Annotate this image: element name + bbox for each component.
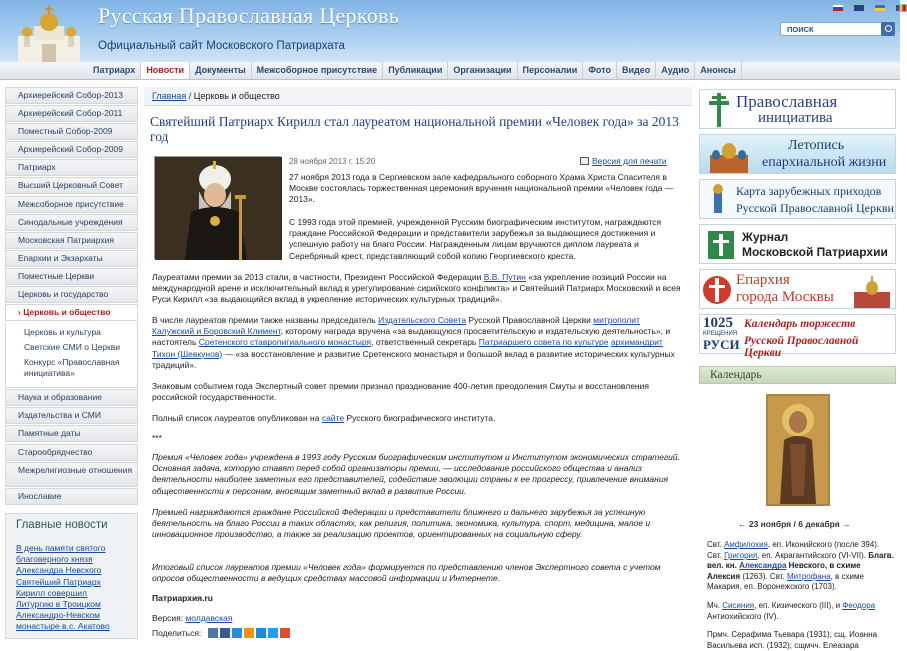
article-paragraph-4 bbox=[152, 315, 684, 371]
search-input[interactable]: ПОИСК bbox=[780, 22, 895, 36]
site-subtitle: Официальный сайт Московского Патриархата bbox=[98, 40, 345, 52]
nav-documents[interactable]: Документы bbox=[190, 62, 252, 79]
share-icon[interactable] bbox=[268, 628, 278, 638]
calendar-heading: Календарь bbox=[699, 366, 896, 384]
banner-foreign-parishes-map[interactable] bbox=[699, 179, 896, 219]
p6-text-b: Русского биографического института. bbox=[344, 413, 496, 423]
article-paragraph-6 bbox=[152, 413, 684, 424]
news-line[interactable]: Кирилл совершил bbox=[16, 587, 87, 598]
sidebar-item[interactable]: Церковь и государство bbox=[5, 286, 138, 303]
sidebar-item[interactable]: Архиерейский Собор-2013 bbox=[5, 87, 138, 104]
share-icon[interactable] bbox=[232, 628, 242, 638]
sidebar-item[interactable]: Межрелигиозные отношения bbox=[5, 462, 138, 487]
cal-text: Свт. bbox=[707, 540, 725, 549]
version-line bbox=[152, 613, 232, 624]
nav-inter-council[interactable]: Межсоборное присутствие bbox=[252, 62, 384, 79]
p4-text-b: Русской Православной Церкви bbox=[466, 315, 594, 325]
banner-line: города Москвы bbox=[736, 289, 834, 305]
sretensky-monastery-link[interactable]: Сретенского ставропигиального монастыря bbox=[198, 337, 372, 348]
article-paragraph-1: 27 ноября 2013 года в Сергиевском зале кафедрального соборного Храма Христа Спасителя в Москве состоялась торжественная церемония вручения национальной премии «Человек года — 2013». bbox=[289, 172, 674, 205]
saint-link[interactable]: Феодора bbox=[842, 600, 876, 610]
cal-text: Антиохийского (IV). bbox=[707, 611, 779, 621]
sidebar-item[interactable]: Московская Патриархия bbox=[5, 232, 138, 249]
nav-persons[interactable]: Персоналии bbox=[518, 62, 584, 79]
site-title[interactable]: Русская Православная Церковь bbox=[98, 3, 400, 28]
sidebar-subitem[interactable]: Церковь и культура bbox=[24, 327, 101, 338]
article-photo bbox=[154, 156, 281, 259]
kremlin-icon bbox=[702, 272, 732, 308]
p4-text-a: В числе лауреатов премии также названы председатель bbox=[152, 315, 379, 325]
banner-line: Русской Православной Церкви bbox=[744, 335, 859, 359]
cross-icon bbox=[706, 93, 732, 127]
banner-line: Календарь торжеств bbox=[744, 318, 856, 330]
share-icon[interactable] bbox=[244, 628, 254, 638]
share-icon[interactable] bbox=[256, 628, 266, 638]
main-content bbox=[144, 87, 692, 144]
share-icon[interactable] bbox=[208, 628, 218, 638]
cal-text: , еп. Иконийского (после 394). Свт. bbox=[707, 540, 880, 560]
cal-text: Прмч. Серафима Тьевара (1931); сщ. Иоанна Васильева исп. (1932); сщмчч. Елеазара bbox=[707, 630, 878, 650]
nav-organizations[interactable]: Организации bbox=[448, 62, 517, 79]
banner-line: Карта зарубежных приходов bbox=[736, 184, 882, 198]
church-domes-icon bbox=[704, 139, 754, 173]
banner-celebrations-calendar[interactable] bbox=[699, 314, 896, 359]
nav-announcements[interactable]: Анонсы bbox=[695, 62, 742, 79]
italic-paragraph-1: Премия «Человек года» учреждена в 1993 году Русским биографическим институтом и Институтом экономических стратегий. Основная задача, которую ставят перед собой организаторы премии, — исследование российского общества и анализ деятельности наиболее заметных его представителей, содействие эволюции страны к ее прогрессу, привлечение внимания общественности к персонам, вносящим заметный вклад в развитие России. bbox=[152, 452, 680, 496]
banner-line: Православная bbox=[736, 92, 838, 111]
news-line[interactable]: благоверного князя bbox=[16, 554, 93, 565]
globe-icon bbox=[704, 183, 732, 217]
sidebar-item[interactable]: Старообрядчество bbox=[5, 444, 138, 461]
saint-link[interactable]: Амфилохия bbox=[724, 540, 768, 549]
sidebar-item-church-society[interactable]: › Церковь и общество bbox=[5, 304, 138, 321]
article-date bbox=[289, 157, 375, 166]
archimandrite-tikhon-link[interactable]: архимандрит Тихон (Шевкунов) bbox=[152, 337, 663, 359]
banner-line: Епархия bbox=[736, 272, 790, 288]
search-icon[interactable] bbox=[881, 22, 895, 36]
p4-text-f: — «за восстановление и развитие Сретенского монастыря и большой вклад в развитие исторических культурных традиций». bbox=[152, 348, 675, 370]
language-flags bbox=[832, 4, 907, 12]
sidebar-item[interactable]: Высший Церковный Совет bbox=[5, 177, 138, 194]
left-sidebar bbox=[5, 87, 138, 506]
calendar-date[interactable]: ← 23 ноября / 6 декабря → bbox=[738, 519, 851, 529]
top-news-panel bbox=[5, 513, 138, 639]
journal-cross-icon bbox=[708, 231, 734, 259]
sidebar-item[interactable]: Патриарх bbox=[5, 159, 138, 176]
banner-line: Летопись bbox=[788, 138, 845, 153]
sidebar-item[interactable]: Издательства и СМИ bbox=[5, 407, 138, 424]
patriarch-photo-icon bbox=[155, 157, 282, 260]
top-news-heading: Главные новости bbox=[16, 519, 108, 531]
p3-text-b: «за укрепление позиций России на международной арене и исключительный вклад в урегулирование сирийского конфликта» и Святейший Патриарх Московский и всея Руси Кирилл «за выдающийся вклад в укрепление исторических культурных традиций». bbox=[152, 272, 681, 305]
p6-text-a: Полный список лауреатов опубликован на bbox=[152, 413, 322, 423]
breadcrumb-current: Церковь и общество bbox=[193, 91, 280, 101]
sidebar-item-label: Церковь и общество bbox=[23, 307, 111, 318]
icon-painting-icon bbox=[768, 396, 828, 504]
cathedral-logo-icon[interactable] bbox=[8, 2, 88, 64]
banner-moscow-diocese[interactable] bbox=[699, 269, 896, 309]
saint-link[interactable]: Александра bbox=[739, 561, 787, 571]
banner-line: епархиальной жизни bbox=[762, 155, 887, 170]
banner-line: Русской Православной Церкви bbox=[736, 201, 894, 215]
banner-line: РУСИ bbox=[703, 337, 740, 352]
flag-ukraine-icon[interactable] bbox=[874, 4, 886, 12]
news-line[interactable]: Святейший Патриарх bbox=[16, 576, 101, 587]
sidebar-item[interactable]: Архиерейский Собор-2009 bbox=[5, 141, 138, 158]
flag-russia-icon[interactable] bbox=[832, 4, 844, 12]
news-line[interactable]: Литургию в Троицком bbox=[16, 599, 101, 610]
share-icon[interactable] bbox=[280, 628, 290, 638]
sidebar-subitem[interactable]: Конкурс «Православная инициатива» bbox=[24, 357, 120, 379]
banner-orthodox-initiative[interactable] bbox=[699, 89, 896, 129]
sidebar-item[interactable]: Епархии и Экзархаты bbox=[5, 250, 138, 267]
share-line bbox=[152, 628, 201, 639]
news-line[interactable]: В день памяти святого bbox=[16, 543, 106, 553]
version-label: Версия: bbox=[152, 613, 186, 623]
flag-moldova-icon[interactable] bbox=[895, 4, 907, 12]
italic-paragraph-2: Премией награждаются граждане Российской Федерации и представители ближнего и дальнего зарубежья за успешную деятельность на благо России в таких областях, как религия, политика, экономика, культура, спорт, медицина, малое и инновационное производство, а также за реализацию проектов, ориентированных на социальную сферу. bbox=[152, 507, 651, 540]
banner-line: Московской Патриархии bbox=[742, 245, 888, 259]
article-paragraph-3 bbox=[152, 272, 684, 306]
article-date-text: 28 ноября 2013 г. 15:20 bbox=[289, 157, 376, 166]
cal-text: (1263). Свт. bbox=[740, 571, 788, 581]
cal-bold: Благв. вел. кн. bbox=[707, 550, 894, 571]
banner-line: инициатива bbox=[758, 110, 833, 126]
nav-audio[interactable]: Аудио bbox=[656, 62, 695, 79]
article-source: Патриархия.ru bbox=[152, 593, 213, 603]
breadcrumb-home[interactable]: Главная bbox=[152, 91, 187, 101]
news-line[interactable]: монастыре в.с. Акатово bbox=[16, 621, 110, 632]
metropolitan-kliment-link[interactable]: митрополит Калужский и Боровский Климент bbox=[152, 315, 640, 337]
nav-photo[interactable]: Фото bbox=[583, 62, 617, 79]
banner-line: КРЕЩЕНИЯ bbox=[703, 331, 738, 337]
saint-icon[interactable] bbox=[766, 394, 830, 506]
nav-patriarch[interactable]: Патриарх bbox=[88, 62, 141, 79]
sidebar-subitem[interactable]: Светские СМИ о Церкви bbox=[24, 342, 121, 353]
saint-link[interactable]: Митрофана bbox=[787, 571, 831, 581]
sidebar-item[interactable]: Инославие bbox=[5, 488, 138, 505]
cal-text: , еп. Кизического (III), и bbox=[754, 600, 843, 610]
sidebar-item[interactable]: Поместный Собор-2009 bbox=[5, 123, 138, 140]
sidebar-item[interactable]: Наука и образование bbox=[5, 389, 138, 406]
cal-text: Мч. bbox=[707, 600, 723, 610]
printer-icon[interactable] bbox=[580, 157, 589, 165]
sidebar-item[interactable]: Поместные Церкви bbox=[5, 268, 138, 285]
p4-text-d: , ответственный секретарь bbox=[371, 337, 479, 348]
italic-paragraph-3: Итоговый список лауреатов премии «Человек года» формируется по представлению членов Экспертного совета с учетом опросов общественности в ведущих средствах массовой информации и Интернете. bbox=[152, 562, 661, 584]
top-news-link[interactable] bbox=[6, 531, 137, 633]
news-line[interactable]: Александро-Невском bbox=[16, 610, 101, 621]
article-title: Святейший Патриарх Кирилл стал лауреатом национальной премии «Человек года» за 2013 год bbox=[150, 114, 679, 144]
saint-link[interactable]: Григория bbox=[724, 550, 758, 560]
putin-link[interactable]: В.В. Путин bbox=[483, 272, 526, 282]
share-icon[interactable] bbox=[220, 628, 230, 638]
nav-video[interactable]: Видео bbox=[617, 62, 656, 79]
banner-line: 1025 bbox=[703, 315, 733, 331]
sidebar-submenu bbox=[5, 322, 138, 388]
top-navigation bbox=[0, 62, 900, 80]
moldovan-version-link[interactable]: молдавская bbox=[185, 613, 233, 623]
breadcrumb-separator: / bbox=[186, 91, 194, 101]
site-header bbox=[0, 0, 900, 62]
print-version-link[interactable]: Версия для печати bbox=[592, 156, 667, 166]
share-label: Поделиться: bbox=[152, 628, 202, 638]
sidebar-item[interactable]: Архиерейский Собор-2011 bbox=[5, 105, 138, 122]
p4-text-c: , которому награда вручена «за выдающуюся просветительскую и издательскую деятельность», и настоятель bbox=[152, 326, 671, 348]
banner-line: Журнал bbox=[742, 230, 789, 244]
cal-text: , еп. Акрагантийского (VI-VII). bbox=[757, 550, 869, 560]
news-line[interactable]: Александра Невского bbox=[16, 565, 102, 576]
banner-diocese-chronicle[interactable] bbox=[699, 134, 896, 174]
breadcrumb bbox=[144, 87, 692, 106]
share-icons bbox=[208, 628, 290, 638]
cathedral-silhouette-icon bbox=[850, 276, 894, 308]
separator-stars: *** bbox=[152, 433, 162, 443]
banner-journal-moscow-patriarchate[interactable] bbox=[699, 224, 896, 264]
site-link[interactable]: сайте bbox=[321, 413, 345, 423]
sidebar-item[interactable]: Синодальные учреждения bbox=[5, 214, 138, 231]
nav-publications[interactable]: Публикации bbox=[383, 62, 448, 79]
article-paragraph-2: С 1993 года этой премией, учрежденной Русским биографическим институтом, награждаются граждане Российской Федерации и представители зарубежья за выдающиеся достижения и успешную работу на благо России. Награжденным лицам вручаются диплом лауреата и Серебряный крест, представляющий собой копию Георгиевского креста. bbox=[289, 217, 662, 261]
cal-bold: Невского, в схиме Алексия bbox=[707, 561, 861, 581]
saint-link[interactable]: Сисиния bbox=[722, 600, 755, 610]
calendar-saints bbox=[707, 540, 895, 651]
flag-english-icon[interactable] bbox=[853, 4, 865, 12]
sidebar-item[interactable]: Межсоборное присутствие bbox=[5, 196, 138, 213]
publishing-council-link[interactable]: Издательского Совета bbox=[378, 315, 467, 325]
cal-text: , в схиме Макария, еп. Воронежского (1703). bbox=[707, 571, 864, 592]
article-paragraph-5: Знаковым событием года Экспертный совет премии признал празднование 400-летия преодоления Смуты и восстановления российской государственности. bbox=[152, 381, 649, 403]
p3-text-a: Лауреатами премии за 2013 стали, в частности, Президент Российской Федерации bbox=[152, 272, 484, 282]
sidebar-item[interactable]: Памятные даты bbox=[5, 425, 138, 442]
culture-council-link[interactable]: Патриаршего совета по культуре bbox=[478, 337, 609, 348]
nav-news[interactable]: Новости bbox=[141, 62, 190, 79]
